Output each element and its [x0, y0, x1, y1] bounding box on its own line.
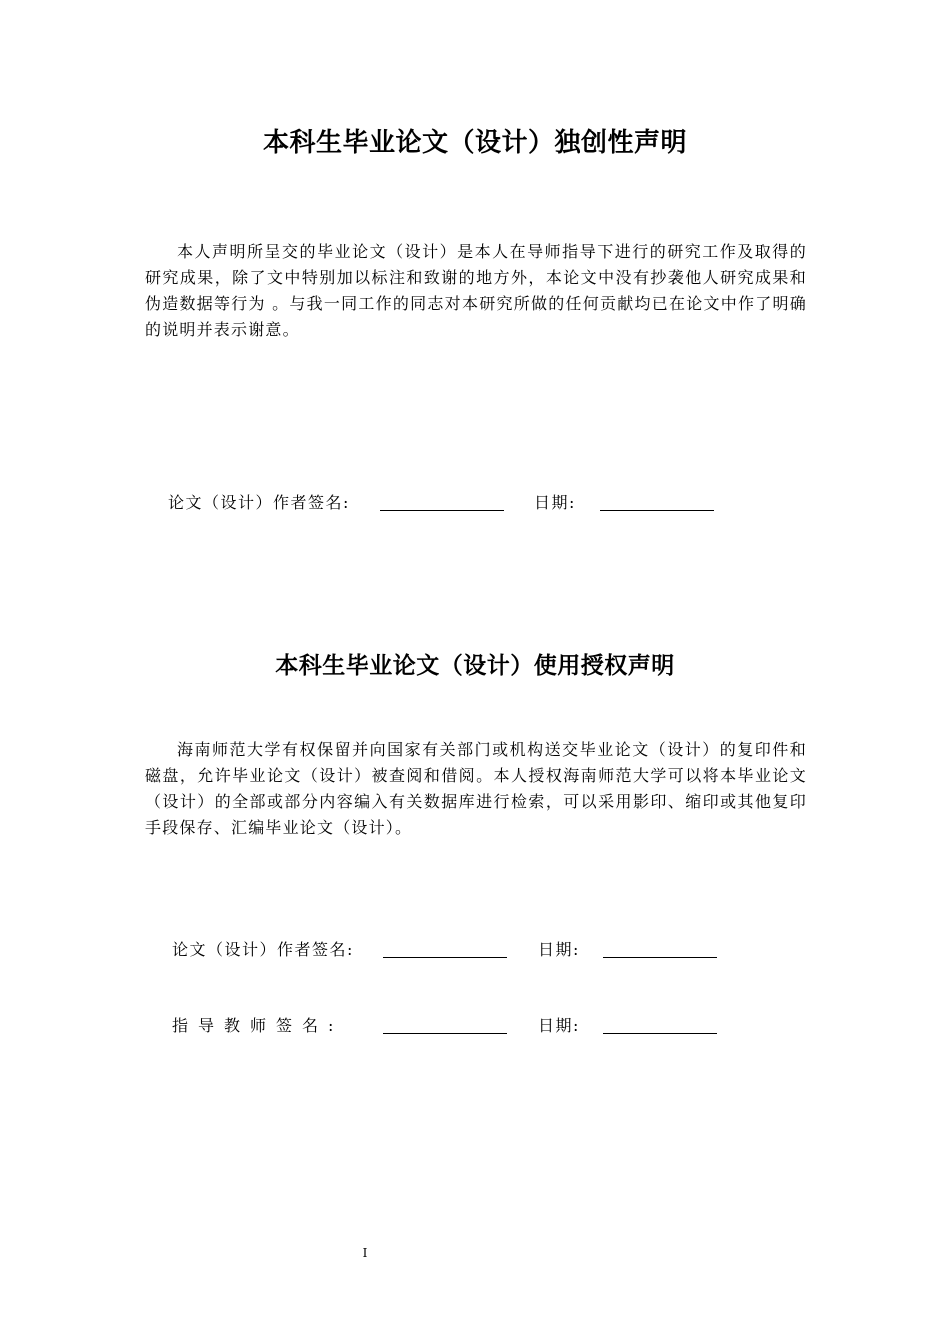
- author-signature-line: [383, 957, 507, 958]
- originality-signature-row: [168, 491, 728, 515]
- authorization-declaration-body: 海南师范大学有权保留并向国家有关部门或机构送交毕业论文（设计）的复印件和磁盘，允许毕业论文（设计）被查阅和借阅。本人授权海南师范大学可以将本毕业论文（设计）的全部或部分内容编入有关数据库进行检索，可以采用影印、缩印或其他复印手段保存、汇编毕业论文（设计）。: [145, 740, 807, 837]
- date-label: 日期:: [538, 940, 580, 959]
- page-number: I: [362, 1246, 368, 1260]
- author-signature-label: 论文（设计）作者签名:: [168, 493, 350, 512]
- advisor-signature-row: [172, 1014, 732, 1038]
- date-label: 日期:: [534, 493, 576, 512]
- date-line: [600, 510, 714, 511]
- date-line: [603, 1033, 717, 1034]
- advisor-signature-line: [383, 1033, 507, 1034]
- originality-declaration-body: 本人声明所呈交的毕业论文（设计）是本人在导师指导下进行的研究工作及取得的研究成果，除了文中特别加以标注和致谢的地方外，本论文中没有抄袭他人研究成果和伪造数据等行为 。与我一同工作的同志对本研究所做的任何贡献均已在论文中作了明确的说明并表示谢意。: [145, 242, 807, 339]
- date-label: 日期:: [538, 1016, 580, 1035]
- originality-declaration-title: 本科生毕业论文（设计）独创性声明: [262, 128, 687, 158]
- author-signature-line: [380, 510, 504, 511]
- authorization-declaration-title: 本科生毕业论文（设计）使用授权声明: [275, 653, 675, 679]
- date-line: [603, 957, 717, 958]
- author-signature-label: 论文（设计）作者签名:: [172, 940, 354, 959]
- advisor-signature-label: 指导教师签名:: [172, 1016, 344, 1035]
- authorization-author-signature-row: [172, 938, 732, 962]
